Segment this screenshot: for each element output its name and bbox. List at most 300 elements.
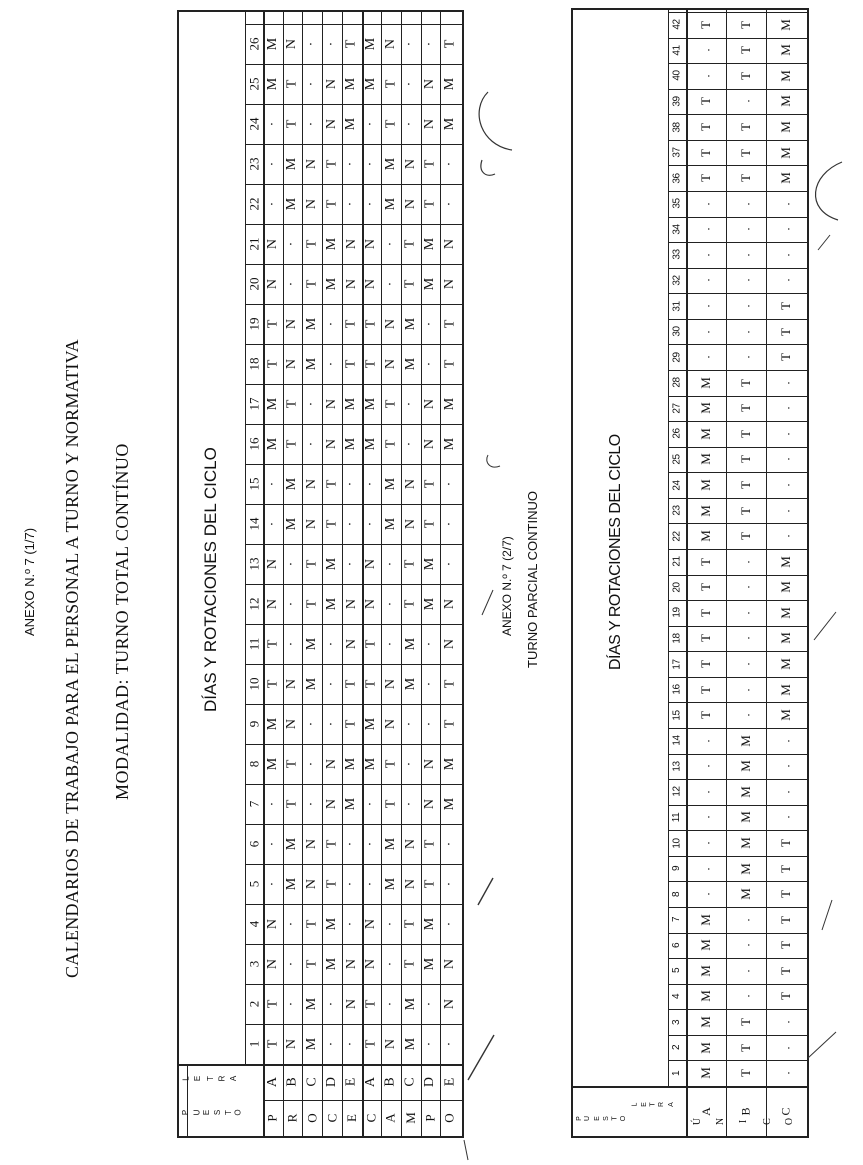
shift-cell-text: M [778, 70, 793, 82]
shift-cell-text: T [304, 279, 320, 289]
day-number-text: 25 [246, 77, 261, 91]
shift-cell [686, 12, 726, 38]
shift-cell-text: M [323, 277, 339, 291]
puesto-cell [421, 1100, 441, 1136]
shift-cell-text: T [304, 239, 320, 249]
shift-cell [766, 523, 806, 549]
shift-cell [686, 498, 726, 524]
shift-cell-text: N [402, 478, 418, 490]
day-number-text: 4 [671, 993, 683, 1000]
shift-cell-text: . [698, 815, 713, 820]
shift-cell [726, 344, 766, 370]
shift-cell-text: T [304, 599, 320, 609]
day-number [668, 754, 686, 780]
day-number [245, 304, 263, 344]
shift-cell-text: T [343, 719, 359, 729]
shift-cell-text: T [363, 679, 379, 689]
shift-cell-text: T [264, 999, 280, 1009]
shift-cell-text: . [778, 406, 793, 410]
shift-cell-text: T [697, 634, 713, 643]
day-number-text: 13 [671, 761, 683, 772]
shift-cell-text: T [442, 719, 458, 729]
shift-cell [766, 396, 806, 422]
puesto-header-letter [202, 1102, 212, 1122]
shift-cell-text: · [422, 1001, 438, 1007]
shift-cell [362, 264, 382, 304]
shift-cell-text: · [284, 561, 300, 567]
shift-cell [381, 704, 401, 744]
shift-cell [686, 958, 726, 984]
shift-cell-text: . [778, 790, 793, 794]
shift-cell [381, 504, 401, 544]
shift-cell-text: T [697, 20, 713, 29]
shift-cell-text: · [264, 121, 280, 127]
shift-cell [726, 38, 766, 64]
shift-cell-text: . [738, 969, 753, 973]
shift-cell-text: · [363, 161, 379, 167]
shift-cell-text: M [778, 172, 793, 184]
day-number [668, 63, 686, 89]
shift-cell [686, 651, 726, 677]
shift-cell-text: . [738, 99, 753, 104]
shift-cell [686, 344, 726, 370]
shift-cell [766, 600, 806, 626]
shift-cell [440, 424, 460, 464]
shift-cell [362, 64, 382, 104]
letter-cell-text: C [778, 1106, 793, 1116]
shift-cell-text: · [402, 41, 418, 47]
puesto-header-letter-text: S [213, 1109, 222, 1115]
letter-cell [440, 1064, 460, 1100]
shift-cell-text: N [323, 398, 339, 410]
shift-cell [440, 704, 460, 744]
shift-cell [726, 191, 766, 217]
shift-cell [401, 784, 421, 824]
day-number [245, 184, 263, 224]
shift-cell [401, 704, 421, 744]
shift-cell [263, 944, 283, 984]
day-number-text: 6 [246, 840, 261, 848]
shift-cell-text: T [442, 359, 458, 369]
shift-cell-text: · [442, 921, 458, 927]
shift-cell-text: M [264, 37, 280, 51]
shift-cell-text: · [402, 721, 418, 727]
shift-cell [302, 744, 322, 784]
shift-cell [342, 704, 362, 744]
shift-cell-text: T [777, 890, 793, 899]
shift-cell [726, 217, 766, 243]
shift-cell-text: T [737, 1043, 753, 1052]
shift-cell [263, 384, 283, 424]
shift-cell-text: · [304, 761, 320, 767]
shift-cell [263, 904, 283, 944]
shift-cell-text: . [738, 253, 753, 257]
shift-cell [322, 504, 342, 544]
shift-cell-text: T [363, 639, 379, 649]
shift-cell-text: . [738, 304, 753, 308]
shift-cell-text: N [383, 358, 399, 370]
shift-cell [686, 396, 726, 422]
shift-cell-text: M [422, 557, 438, 571]
puesto-cell [302, 1100, 322, 1136]
day-number-text: 33 [671, 249, 683, 260]
shift-cell [381, 904, 401, 944]
shift-cell-text: M [264, 397, 280, 411]
shift-cell-text: . [698, 48, 713, 52]
day-number-text: 37 [671, 147, 683, 158]
day-number [668, 293, 686, 319]
shift-cell-text: · [363, 521, 379, 527]
shift-cell [263, 424, 283, 464]
puesto-header-letter-text: U [584, 1115, 592, 1121]
shift-cell-text: · [442, 1041, 458, 1047]
shift-cell [342, 224, 362, 264]
shift-cell [302, 504, 322, 544]
shift-cell [440, 304, 460, 344]
shift-cell-text: M [383, 877, 399, 891]
shift-cell-text: T [737, 1069, 753, 1078]
day-number-text: 29 [671, 352, 683, 363]
day-number-text: 18 [246, 357, 261, 371]
shift-cell [726, 498, 766, 524]
shift-cell [381, 464, 401, 504]
shift-cell-text: N [284, 318, 300, 330]
letter-cell-text: C [402, 1077, 418, 1087]
pen-curve [816, 162, 842, 220]
day-number-text: 14 [246, 517, 261, 531]
day-number [668, 907, 686, 933]
shift-cell-text: M [383, 837, 399, 851]
shift-cell-text: · [284, 281, 300, 287]
shift-cell-text: T [442, 319, 458, 329]
shift-cell [302, 344, 322, 384]
shift-cell-text: · [343, 561, 359, 567]
letter-cell [342, 1064, 362, 1100]
day-number [245, 424, 263, 464]
shift-cell [766, 1035, 806, 1061]
puesto-header-letter-text: P [181, 1109, 191, 1115]
shift-cell [440, 104, 460, 144]
shift-cell [322, 144, 342, 184]
shift-cell [322, 824, 342, 864]
shift-cell [381, 264, 401, 304]
shift-cell-text: M [778, 556, 793, 568]
day-number-text: 11 [246, 637, 261, 651]
shift-cell-text: · [323, 321, 339, 327]
shift-cell-text: T [304, 559, 320, 569]
shift-cell [421, 544, 441, 584]
shift-cell-text: T [422, 879, 438, 889]
shift-cell-text: T [777, 915, 793, 924]
shift-cell-text: N [422, 398, 438, 410]
shift-cell-text: N [304, 478, 320, 490]
shift-cell [322, 1024, 342, 1064]
shift-cell-text: M [738, 760, 753, 773]
shift-cell-text: N [363, 918, 379, 930]
shift-cell-text: · [343, 521, 359, 527]
shift-cell-text: . [738, 688, 753, 692]
shift-cell-text: . [698, 739, 713, 743]
shift-cell-text: T [383, 439, 399, 449]
shift-cell-text: M [422, 917, 438, 931]
shift-cell [283, 504, 303, 544]
shift-cell [263, 1024, 283, 1064]
shift-cell-text: N [304, 518, 320, 530]
day-number-text: 22 [246, 197, 261, 211]
shift-cell [401, 384, 421, 424]
shift-cell-text: N [363, 278, 379, 290]
shift-cell [766, 370, 806, 396]
shift-cell [726, 626, 766, 652]
shift-cell [686, 754, 726, 780]
shift-cell-text: N [422, 758, 438, 770]
day-number-text: 17 [671, 659, 683, 670]
day-number-text: 7 [246, 800, 261, 808]
puesto-cell [362, 1100, 382, 1136]
shift-cell-text: M [323, 597, 339, 611]
day-number [245, 64, 263, 104]
shift-cell-text: · [304, 721, 320, 727]
day-number [668, 472, 686, 498]
shift-cell-text: M [402, 997, 418, 1011]
shift-cell [342, 464, 362, 504]
shift-cell-text: . [778, 457, 793, 462]
shift-cell-text: · [343, 841, 359, 847]
shift-cell-text: T [323, 879, 339, 889]
letra-header-letter-text: A [667, 1101, 675, 1107]
puesto-header-letter-text: T [223, 1109, 233, 1115]
shift-cell [322, 944, 342, 984]
shift-cell-text: T [284, 439, 300, 449]
shift-cell [726, 600, 766, 626]
shift-cell-text: M [698, 990, 713, 1003]
day-number-text: 8 [671, 891, 683, 897]
shift-cell-text: M [778, 121, 793, 133]
day-number-text: 19 [246, 317, 261, 331]
shift-cell [766, 472, 806, 498]
day-number [668, 217, 686, 243]
shift-cell-text: · [264, 801, 280, 807]
day-number [245, 1024, 263, 1064]
day-number [245, 984, 263, 1024]
shift-cell-text: · [363, 121, 379, 127]
shift-cell-text: N [323, 758, 339, 770]
day-number [668, 396, 686, 422]
shift-cell-text: N [304, 158, 320, 170]
shift-cell-text: · [363, 881, 379, 887]
day-number-text: 21 [671, 556, 683, 567]
day-number [668, 805, 686, 831]
shift-cell-text: · [383, 281, 399, 287]
shift-cell-text: N [402, 878, 418, 890]
shift-cell [283, 984, 303, 1024]
day-number-text: 9 [246, 720, 261, 728]
day-number-text: 4 [246, 920, 261, 928]
shift-cell-text: T [284, 399, 300, 409]
shift-cell-text: · [402, 81, 418, 87]
shift-cell [766, 677, 806, 703]
shift-cell-text: . [698, 355, 713, 359]
shift-cell-text: N [442, 958, 458, 970]
shift-cell-text: . [698, 330, 713, 334]
shift-cell [440, 384, 460, 424]
shift-cell [726, 651, 766, 677]
shift-cell-text: . [738, 918, 753, 922]
shift-cell [401, 944, 421, 984]
shift-cell-text: N [422, 438, 438, 450]
shift-cell [401, 744, 421, 784]
shift-cell [263, 24, 283, 64]
letter-cell-text: B [383, 1077, 399, 1087]
puesto-header-letter-text: T [611, 1115, 619, 1121]
day-number-text: 3 [671, 1019, 683, 1025]
shift-cell-text: N [284, 358, 300, 370]
shift-cell-text: · [304, 801, 320, 807]
shift-cell-text: M [442, 117, 458, 131]
shift-cell-text: M [304, 677, 320, 691]
shift-cell-text: T [442, 39, 458, 49]
day-number [668, 140, 686, 166]
shift-cell-text: . [738, 202, 753, 206]
shift-cell [766, 114, 806, 140]
shift-cell-text: . [738, 585, 753, 589]
shift-cell [686, 1035, 726, 1061]
shift-cell-text: · [343, 921, 359, 927]
shift-cell [283, 184, 303, 224]
day-number-text: 3 [246, 960, 261, 968]
shift-cell-text: M [738, 862, 753, 875]
shift-cell [401, 184, 421, 224]
shift-cell-text: T [402, 599, 418, 609]
shift-cell-text: M [698, 1016, 713, 1028]
shift-cell [440, 664, 460, 704]
shift-cell-text: · [323, 641, 339, 647]
day-number-text: 12 [671, 786, 683, 797]
shift-cell [362, 424, 382, 464]
shift-cell [381, 824, 401, 864]
day-number-text: 36 [671, 173, 683, 184]
shift-cell [726, 779, 766, 805]
day-number [245, 24, 263, 64]
shift-cell-text: N [323, 78, 339, 90]
shift-cell [342, 184, 362, 224]
shift-cell [440, 784, 460, 824]
shift-cell [302, 664, 322, 704]
day-number [668, 114, 686, 140]
shift-cell [342, 904, 362, 944]
shift-cell-text: · [343, 201, 359, 207]
puesto-value-letter-text: I [738, 1119, 750, 1123]
day-number-text: 15 [671, 710, 683, 721]
shift-cell [263, 144, 283, 184]
shift-cell [440, 864, 460, 904]
shift-cell [283, 384, 303, 424]
shift-cell [322, 584, 342, 624]
shift-cell-text: . [698, 253, 713, 257]
shift-cell-text: M [778, 658, 793, 670]
shift-cell-text: N [284, 1038, 300, 1050]
shift-cell-text: · [343, 481, 359, 487]
shift-cell-text: M [442, 397, 458, 411]
shift-cell-text: · [343, 161, 359, 167]
puesto-header-letter [575, 1104, 583, 1132]
day-number-text: 26 [246, 37, 261, 51]
shift-cell [726, 396, 766, 422]
shift-cell-text: T [363, 359, 379, 369]
day-number [245, 144, 263, 184]
shift-cell-text: M [422, 277, 438, 291]
shift-cell-text: . [778, 1020, 793, 1024]
day-number [668, 1060, 686, 1086]
shift-cell [421, 984, 441, 1024]
annex1-label: ANEXO N.º 7 (1/7) [22, 527, 37, 636]
shift-cell-text: M [343, 77, 359, 91]
letter-cell-text: D [422, 1076, 438, 1088]
puesto-value-letter [688, 1106, 708, 1136]
shift-cell [686, 1060, 726, 1086]
shift-cell [766, 984, 806, 1010]
shift-cell [686, 293, 726, 319]
shift-cell-text: · [284, 961, 300, 967]
shift-cell-text: T [737, 455, 753, 464]
day-number [668, 958, 686, 984]
annex1-table-header: DÍAS Y ROTACIONES DEL CICLO [201, 447, 220, 712]
shift-cell-text: N [264, 238, 280, 250]
puesto-header-letter [620, 1104, 628, 1132]
puesto-cell [342, 1100, 362, 1136]
shift-cell [440, 504, 460, 544]
shift-cell [401, 344, 421, 384]
shift-cell-text: T [402, 279, 418, 289]
day-number [668, 600, 686, 626]
shift-cell-text: M [778, 95, 793, 108]
day-number [245, 784, 263, 824]
shift-cell [401, 264, 421, 304]
shift-cell-text: N [343, 998, 359, 1010]
day-number-text: 8 [246, 760, 261, 768]
shift-cell-text: · [422, 641, 438, 647]
shift-cell-text: M [284, 517, 300, 531]
shift-cell-text: N [422, 78, 438, 90]
shift-cell-text: M [284, 157, 300, 171]
shift-cell [322, 784, 342, 824]
shift-cell [421, 384, 441, 424]
shift-cell [302, 944, 322, 984]
shift-cell-text: · [402, 121, 418, 127]
day-number-text: 11 [671, 812, 683, 823]
puesto-header-letter-text: S [602, 1115, 610, 1121]
shift-cell-text: N [264, 598, 280, 610]
shift-cell [686, 677, 726, 703]
shift-cell [302, 224, 322, 264]
shift-cell [362, 704, 382, 744]
shift-cell-text: · [402, 801, 418, 807]
day-number [668, 651, 686, 677]
shift-cell [362, 1024, 382, 1064]
day-number-text: 39 [671, 96, 683, 107]
shift-cell [342, 264, 362, 304]
day-number-text: 20 [246, 277, 261, 291]
shift-cell [362, 904, 382, 944]
shift-cell-text: T [737, 174, 753, 183]
shift-cell-text: T [284, 759, 300, 769]
shift-cell [263, 304, 283, 344]
shift-cell [421, 504, 441, 544]
shift-cell [766, 805, 806, 831]
pen-stroke [822, 900, 832, 930]
shift-cell-text: T [264, 679, 280, 689]
shift-cell [726, 805, 766, 831]
